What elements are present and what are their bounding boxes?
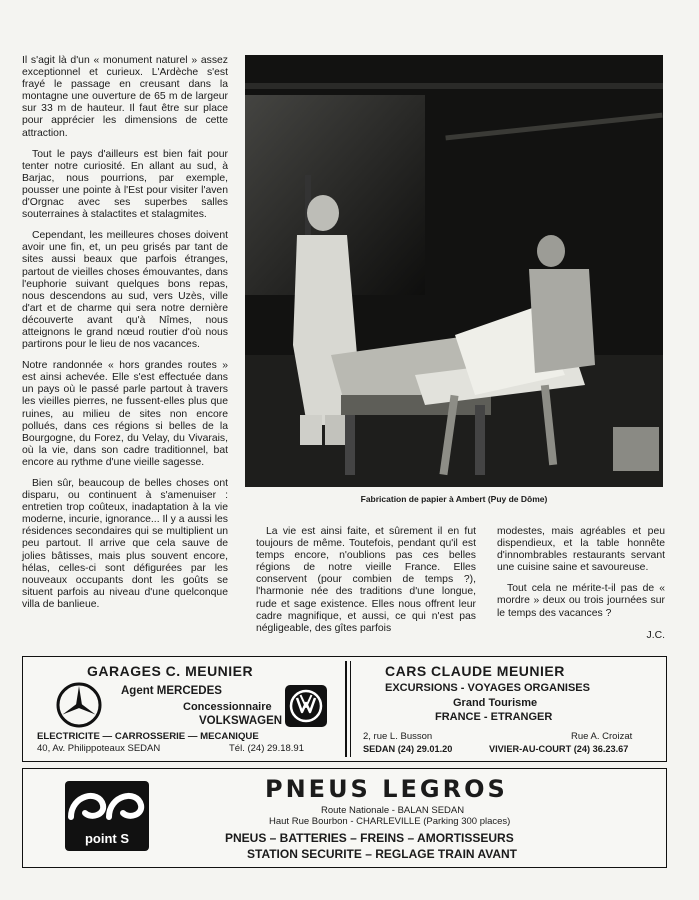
pneus-services-1: PNEUS – BATTERIES – FREINS – AMORTISSEURS xyxy=(225,831,514,845)
agent-label: Agent MERCEDES xyxy=(121,685,222,697)
divider xyxy=(350,661,351,757)
paragraph: Il s'agit là d'un « monument naturel » assez exceptionnel et curieux. L'Ardèche s'est frayé le passage en creusant dans la montagne une ouverture de 65 m de largeur sur 33 m de hauteur. Il faut être sur place pour apprécier les dimensions de cette attraction. xyxy=(22,55,228,139)
volkswagen-label: VOLKSWAGEN xyxy=(199,715,283,727)
photo-caption: Fabrication de papier à Ambert (Puy de Dôme) xyxy=(360,494,548,504)
pneus-title: PNEUS LEGROS xyxy=(265,775,508,803)
paragraph: Tout cela ne mérite-t-il pas de « mordre » deux ou trois journées sur le temps des vacances ? xyxy=(497,583,665,619)
cars-line3: FRANCE - ETRANGER xyxy=(435,711,553,723)
paragraph: modestes, mais agréables et peu dispendieux, et la table honnête d'innombrables restaurants servant une cuisine saine et savoureuse. xyxy=(497,526,665,574)
garage-phone: Tél. (24) 29.18.91 xyxy=(229,743,304,754)
article-middle-column xyxy=(256,526,476,644)
garage-address: 40, Av. Philippoteaux SEDAN xyxy=(37,743,161,754)
point-s-text: point S xyxy=(71,831,143,846)
cars-title: CARS CLAUDE MEUNIER xyxy=(385,663,565,679)
cars-phone-right: VIVIER-AU-COURT (24) 36.23.67 xyxy=(489,744,629,754)
paragraph: Cependant, les meilleures choses doivent avoir une fin, et, un peu grisés par tant de sites aussi beaux que parfois étranges, partout de vieilles choses émouvantes, dans l'euphorie suivant quelques bons repas, nous descendons au sud, vers Uzès, ville d'art et de charme qui sera notre dernière découverte avant qu'à Nîmes, nous atteignons le grand nœud routier d'où nous partirons pour le lieu de nos vacances. xyxy=(22,230,228,351)
signature: J.C. xyxy=(646,629,665,641)
mercedes-star-icon xyxy=(55,681,103,729)
point-s-swirl-icon xyxy=(65,781,149,833)
article-right-column xyxy=(497,526,665,642)
pneus-address-1: Route Nationale - BALAN SEDAN xyxy=(321,805,465,816)
paper-making-photo xyxy=(245,55,663,487)
cars-address-right: Rue A. Croizat xyxy=(571,731,633,742)
garage-cars-advert xyxy=(22,656,667,762)
article-left-column xyxy=(22,55,228,620)
cars-line2: Grand Tourisme xyxy=(453,697,538,709)
garage-title: GARAGES C. MEUNIER xyxy=(87,663,254,679)
pneus-advert xyxy=(22,768,667,868)
cars-phone-left: SEDAN (24) 29.01.20 xyxy=(363,744,453,754)
vw-logo-icon xyxy=(285,685,327,727)
pneus-address-2: Haut Rue Bourbon - CHARLEVILLE (Parking 300 places) xyxy=(269,816,511,827)
paragraph: Bien sûr, beaucoup de belles choses ont disparu, ou continuent à s'amenuiser : entretien trop coûteux, inadaptation à la vie moderne, incurie, ignorance... Il y a aussi les résidences secondaires qui se multiplient un peu partout. Il arrive que cela sauve de jolies bâtisses, mais plus souvent encore, hélas, celles-ci sont défigurées par les nouveaux occupants dont les goûts se situent parfois au niveau d'une quelconque villa de banlieue. xyxy=(22,478,228,610)
garage-services: ELECTRICITE — CARROSSERIE — MECANIQUE xyxy=(37,731,259,742)
paragraph: Tout le pays d'ailleurs est bien fait pour tenter notre curiosité. En allant au sud, à Barjac, nous pourrions, par exemple, pousser une pointe à l'Est pour visiter l'aven d'Orgnac avec ses superbes salles souterraines à stalactites et stalagmites. xyxy=(22,148,228,221)
pneus-services-2: STATION SECURITE – REGLAGE TRAIN AVANT xyxy=(247,847,518,861)
divider xyxy=(345,661,347,757)
point-s-logo xyxy=(65,781,149,851)
paragraph: Notre randonnée « hors grandes routes » est ainsi achevée. Elle s'est effectuée dans un pays où le passé parle partout à travers les vieilles pierres, ne fussent-elles plus que ruines, au milieu de sites non encore pollués, dans ces régions si belles de la Bourgogne, du Forez, du Velay, du Vivarais, où la vie, dans son cadre traditionnel, bat encore au rythme d'une vieille sagesse. xyxy=(22,360,228,468)
cars-address-left: 2, rue L. Busson xyxy=(363,731,433,742)
concessionnaire-label: Concessionnaire xyxy=(183,701,272,713)
paragraph: La vie est ainsi faite, et sûrement il en fut toujours de même. Toutefois, pendant qu'il est temps encore, n'oublions pas ces belles régions de notre vieille France. Elles conservent (pour combien de temps ?), l'harmonie née des traditions d'une longue, rude et sage existence. Elles nous offrent leur cadre magnifique, et aussi, ce qui n'est pas négligeable, des gîtes parfois xyxy=(256,526,476,634)
cars-line1: EXCURSIONS - VOYAGES ORGANISES xyxy=(385,682,590,694)
